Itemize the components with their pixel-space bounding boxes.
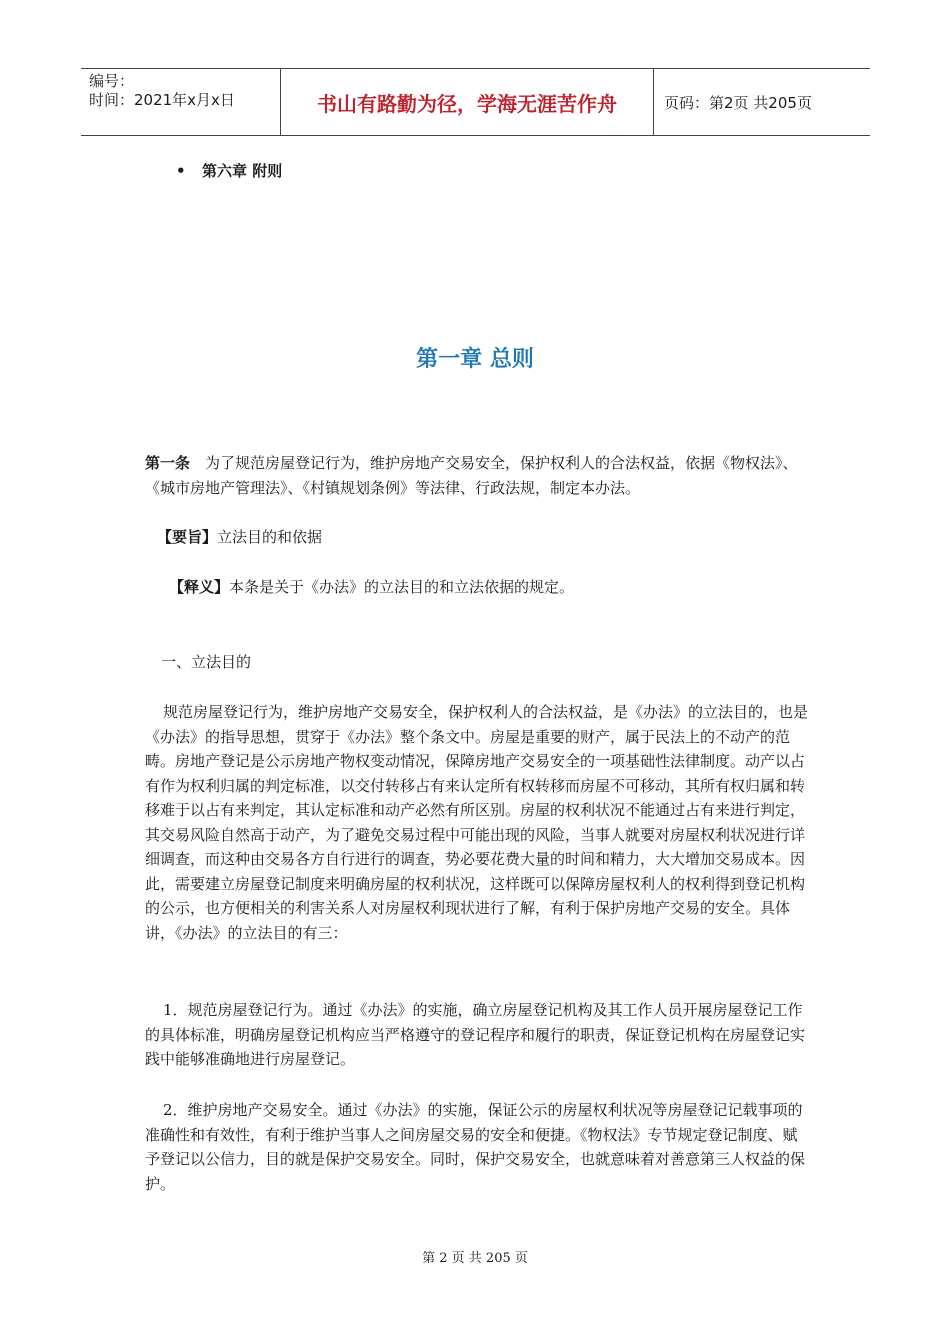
explain-text: 本条是关于《办法》的立法目的和立法依据的规定。	[229, 578, 575, 596]
page-header	[81, 68, 870, 136]
paragraph-1: 规范房屋登记行为，维护房地产交易安全，保护权利人的合法权益，是《办法》的立法目的，也是《办法》的指导思想，贯穿于《办法》整个条文中。房屋是重要的财产，属于民法上的不动产的范畴。房地产登记是公示房地产物权变动情况，保障房地产交易安全的一项基础性法律制度。动产以占有作为权利归属的判定标准，以交付转移占有来认定所有权转移而房屋不可移动，其所有权归属和转移难于以占有来判定，其认定标准和动产必然有所区别。房屋的权利状况不能通过占有来进行判定，其交易风险自然高于动产，为了避免交易过程中可能出现的风险，当事人就要对房屋权利状况进行详细调查，而这种由交易各方自行进行的调查，势必要花费大量的时间和精力，大大增加交易成本。因此，需要建立房屋登记制度来明确房屋的权利状况，这样既可以保障房屋权利人的权利得到登记机构的公示，也方便相关的利害关系人对房屋权利现状进行了解，有利于保护房地产交易的安全。具体讲，《办法》的立法目的有三：	[145, 703, 809, 942]
paragraph-3: 2．维护房地产交易安全。通过《办法》的实施，保证公示的房屋权利状况等房屋登记记载事项的准确性和有效性，有利于维护当事人之间房屋交易的安全和便捷。《物权法》专节规定登记制度、赋予登记以公信力，目的就是保护交易安全。同时，保护交易安全，也就意味着对善意第三人权益的保护。	[145, 1101, 806, 1193]
toc-item	[176, 160, 282, 181]
chapter-title: 第一章 总则	[416, 347, 534, 372]
header-meta	[81, 69, 281, 135]
header-page-info: 页码：第2页 共205页	[664, 93, 812, 112]
number-label: 编号：	[89, 72, 135, 90]
article-1-text: 为了规范房屋登记行为，维护房地产交易安全，保护权利人的合法权益，依据《物权法》、《城市房地产管理法》、《村镇规划条例》等法律、行政法规，制定本办法。	[145, 454, 798, 497]
gist-label: 【要旨】	[157, 528, 218, 546]
section-heading: 一、立法目的	[161, 653, 252, 671]
header-motto: 书山有路勤为径，学海无涯苦作舟	[281, 69, 654, 135]
toc-item-label: 第六章 附则	[202, 162, 283, 180]
article-1	[145, 451, 811, 500]
paragraph-2: 1．规范房屋登记行为。通过《办法》的实施，确立房屋登记机构及其工作人员开展房屋登记工作的具体标准，明确房屋登记机构应当严格遵守的登记程序和履行的职责，保证登记机构在房屋登记实践中能够准确地进行房屋登记。	[145, 1001, 806, 1068]
gist-text: 立法目的和依据	[217, 528, 323, 546]
explain-line	[145, 575, 835, 600]
date-label: 时间：2021年x月x日	[89, 91, 235, 109]
explain-label: 【释义】	[169, 578, 230, 596]
bullet-icon: •	[176, 162, 186, 180]
article-1-label: 第一条	[145, 454, 191, 472]
gist-line	[145, 525, 823, 550]
page-footer: 第 2 页 共 205 页	[422, 1251, 528, 1266]
